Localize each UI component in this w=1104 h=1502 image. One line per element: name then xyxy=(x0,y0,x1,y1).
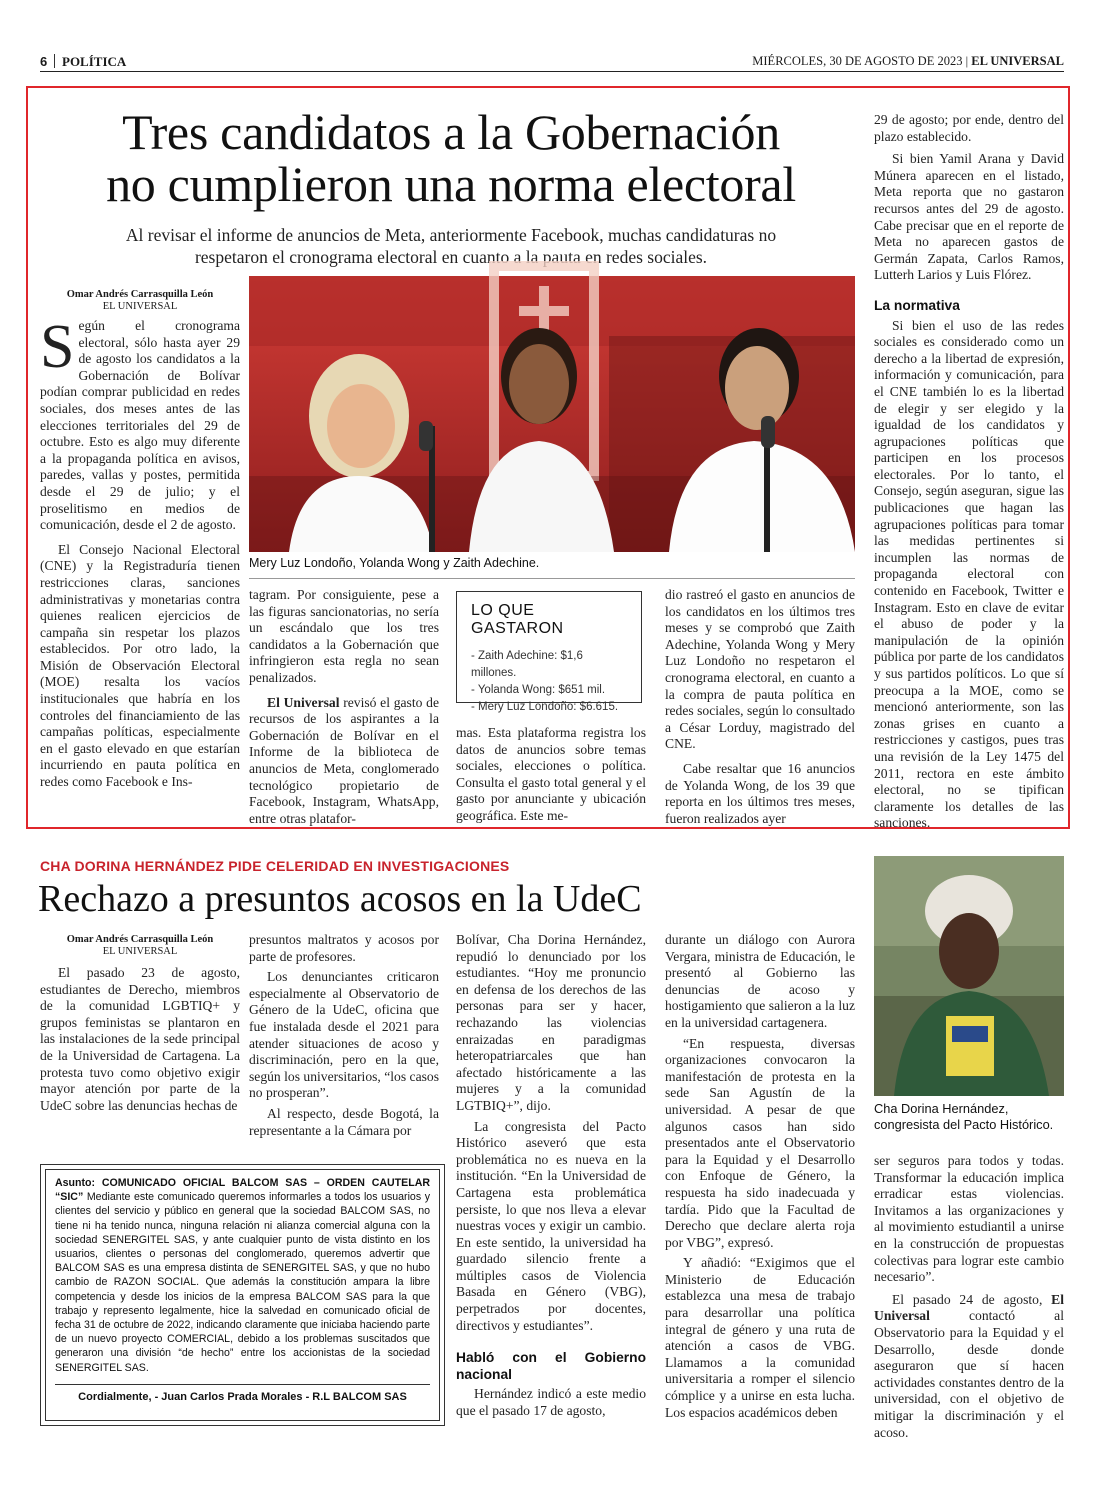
notice-asunto: COMUNICADO OFICIAL BALCOM SAS – ORDEN CAUTELAR “SIC” xyxy=(55,1177,430,1204)
paragraph: “En respuesta, diversas organizaciones convocaron la manifestación de protesta en la sede San Agustín de la universidad. A pesar de que algunos casos han sido presentados ante el Observatorio para la Equidad y el Desarrollo con Enfoque de Género, la respuesta ha sido inadecuada y tardía. Pido que la Facultad de Derecho que declare alerta roja por VBG”, expresó. xyxy=(665,1035,855,1250)
paragraph: 29 de agosto; por ende, dentro del plazo establecido. xyxy=(874,112,1064,144)
notice-closing: Cordialmente, - Juan Carlos Prada Morales - R.L BALCOM SAS xyxy=(78,1391,407,1403)
photo-illustration xyxy=(249,276,855,552)
article1-headline xyxy=(36,106,866,210)
headline-line-2: no cumplieron una norma electoral xyxy=(106,156,796,212)
spending-list xyxy=(471,648,627,716)
paragraph: La congresista del Pacto Histórico aseveró que esta problemática no es nueva en la institución. “En la Universidad de Cartagena esta problemática persiste, lo que nos lleva a elevar nuestras voces y exigir un cambio. En este sentido, la universidad ha guardado silencio frente a múltiples casos de Violencia Basada en Género (VBG), perpetrados por docentes, directivos y estudiantes”. xyxy=(456,1118,646,1333)
notice-text: Mediante este comunicado queremos informarles a todos los usuarios y clientes del servicio y público en general que la sociedad BALCOM SAS, no tiene ni ha tenido nunca, ninguna relación ni alianza comercial alguna con la sociedad SENERGITEL SAS, y ante cualquier punto de vista distinto en los usuarios, clientes o personas del conglomerado, queremos advertir que BALCOM SAS es una empresa distinta de SENERGITEL SAS, y que no hubo cambio de RAZON SOCIAL. Que además la constitución ampara la libre competencia y desde los inicios de la empresa BALCOM SAS para la que trabajo y represento legalmente, hice la salvedad en comunicado oficial de fecha 31 de octubre de 2022, indicando claramente que iniciaba haciendo parte de un nuevo proyecto COMERCIAL, debido a los problemas suscitados que generaron una división “de hecho” entre los accionistas de la sociedad SENERGITEL SAS. xyxy=(55,1191,430,1374)
legal-notice-inner xyxy=(45,1169,440,1421)
outlet-name: El Universal xyxy=(874,1291,1064,1324)
paragraph: dio rastreó el gasto en anuncios de los candidatos en los últimos tres meses y se comprobó que Zaith Adechine, Yolanda Wong y Mery Luz Londoño no respetaron el cronograma electoral, en cuanto a la compra de pauta política en redes sociales, según lo consultado a César Lorduy, magistrado del CNE. xyxy=(665,587,855,752)
byline-outlet: EL UNIVERSAL xyxy=(102,946,178,957)
article1-col2 xyxy=(249,587,439,824)
paragraph: ser seguros para todos y todas. Transformar la educación implica erradicar estas violencias. Invitamos a las organizaciones y al movimiento estudiantil a unirse en la construcción de propuestas colectivas para lograr este cambio necesario”. xyxy=(874,1153,1064,1285)
legal-notice xyxy=(40,1164,445,1426)
paragraph: mas. Esta plataforma registra los datos de anuncios sobre temas sociales, elecciones o política. Consulta el gasto total general y el gasto por anunciante y ubicación geográfica. Este me- xyxy=(456,725,646,823)
paragraph-text: revisó el gasto de recursos de los aspirantes a la Gobernación de Bolívar en el Informe de la biblioteca de anuncios de Meta, conglomerado tecnológico propietario de Facebook, Instagram, WhatsApp, entre otras platafor- xyxy=(249,694,439,826)
paragraph xyxy=(249,695,439,828)
page-header xyxy=(40,52,1064,72)
article2-col1 xyxy=(40,965,240,1135)
paragraph xyxy=(874,1292,1064,1441)
paragraph: Y añadió: “Exigimos que el Ministerio de Educación establezca una mesa de trabajo para desarrollar una política integral de género y una ruta de atención a casos de VBG. Llamamos a la comunidad universitaria a romper el silencio cómplice y a unirse en esta lucha. Los espacios académicos deben xyxy=(665,1255,855,1420)
article2-photo xyxy=(874,856,1064,1096)
byline-outlet: EL UNIVERSAL xyxy=(102,301,178,312)
article1-photo-caption: Mery Luz Londoño, Yolanda Wong y Zaith Adechine. xyxy=(249,556,540,570)
article1-col1 xyxy=(40,313,240,824)
paragraph: El Consejo Nacional Electoral (CNE) y la Registraduría tienen restricciones claras, sanciones administrativas y monetarias contra quienes realicen ejercicios de campaña sin respetar los plazos establecidos. Por otro lado, la Misión de Observación Electoral (MOE) resalta los vacíos institucionales que habría en los controles del financiamiento de las campañas políticas, especialmente en el gasto elevado en que estarían incurriendo en pauta política en redes como Facebook e Ins- xyxy=(40,541,240,790)
byline-author: Omar Andrés Carrasquilla León xyxy=(66,289,214,300)
page-number: 6 xyxy=(40,54,48,69)
paragraph-text: El pasado 24 de agosto, xyxy=(892,1291,1052,1307)
notice-asunto-label: Asunto: xyxy=(55,1177,96,1189)
spending-item: - Yolanda Wong: $651 mil. xyxy=(471,684,606,696)
paragraph: Los denunciantes criticaron especialmente al Observatorio de Género de la UdeC, oficina que fue instalada desde el 2021 para atender situaciones de acoso y discriminación, pero en la que, según los universitarios, “los casos no prosperan”. xyxy=(249,969,439,1101)
paragraph: egún el cronograma electoral, sólo hasta ayer 29 de agosto los candidatos a la Gobernación de Bolívar podían comprar publicidad en redes sociales, dos meses antes de las elecciones territoriales del 29 de octubre. Esto es algo muy diferente a la propaganda política en avisos, paredes, vallas y postes, permitida desde el 29 de julio; y el proselitismo en medios de comunicación, desde el 2 de agosto. xyxy=(40,318,240,533)
article2-headline: Rechazo a presuntos acosos en la UdeC xyxy=(38,878,642,920)
section-name: POLÍTICA xyxy=(62,54,127,69)
paragraph: Si bien el uso de las redes sociales es considerado como un derecho a la libertad de expresión, información y comunicación, para el CNE también lo es la libertad de elegir y ser elegido y la igualdad de los candidatos y agrupaciones políticas que participen en los procesos electorales. Por lo tanto, el Consejo, según aseguran, sigue las publicaciones que hagan las agrupaciones políticas para tomar las medidas pertinentes si incumplen las normas de propaganda electoral con contenido en Facebook, Twitter e Instagram. Esto en clave de evitar el abuso de poder y la manipulación de la opinión pública por parte de los candidatos y sus partidos políticos. Lo que sí preocupa a la MOE, como se mencionó anteriormente, son las zonas grises en cuanto a restricciones y castigos, pues tras una revisión de la Ley 1475 del 2011, rectora en este ámbito electoral, no se tipifican claramente los detalles de las sanciones. xyxy=(874,317,1064,831)
paragraph: Bolívar, Cha Dorina Hernández, repudió lo denunciado por los estudiantes. “Hoy me pronuncio en defensa de los derechos de las personas para ser y hacer, rechazando las violencias enraizadas en paradigmas heteropatriarcales que han afectado históricamente a las mujeres y a la comunidad LGTBIQ+”, dijo. xyxy=(456,932,646,1113)
paragraph: Hernández indicó a este medio que el pasado 17 de agosto, xyxy=(456,1386,646,1419)
notice-body xyxy=(55,1176,430,1376)
spending-item: - Zaith Adechine: $1,6 millones. xyxy=(471,650,583,679)
header-divider xyxy=(54,54,55,68)
spending-item: - Mery Luz Londoño: $6.615. xyxy=(471,701,619,713)
drop-cap: S xyxy=(40,313,75,381)
portrait-illustration xyxy=(874,856,1064,1096)
article2-col3 xyxy=(456,932,646,1427)
article1-photo xyxy=(249,276,855,552)
byline-author: Omar Andrés Carrasquilla León xyxy=(66,934,214,945)
paragraph: presuntos maltratos y acosos por parte de profesores. xyxy=(249,932,439,964)
headline-line-1: Tres candidatos a la Gobernación xyxy=(122,104,780,160)
article2-col2 xyxy=(249,932,439,1137)
paragraph: El pasado 23 de agosto, estudiantes de Derecho, miembros de la comunidad LGBTIQ+ y grupos feministas se plantaron en las instalaciones de la sede principal de la Universidad de Cartagena. La protesta tuvo como objetivo exigir mayor atención por parte de la UdeC sobre las denuncias hechas de xyxy=(40,965,240,1113)
article2-kicker: CHA DORINA HERNÁNDEZ PIDE CELERIDAD EN INVESTIGACIONES xyxy=(40,858,510,874)
spending-box-title: LO QUE GASTARON xyxy=(471,602,564,637)
article1-deck xyxy=(36,224,866,268)
caption-rule xyxy=(249,578,855,579)
header-date-wrap xyxy=(752,54,1064,69)
paragraph-text: contactó al Observatorio para la Equidad y el Desarrollo, desde donde aseguraron que sí hacen actividades constantes dentro de la universidad, con el objetivo de mitigar la discriminación y el acoso. xyxy=(874,1308,1064,1440)
article1-col3 xyxy=(456,725,646,824)
article2-photo-caption: Cha Dorina Hernández, congresista del Pacto Histórico. xyxy=(874,1101,1054,1132)
header-sep: | xyxy=(965,54,972,68)
header-date: MIÉRCOLES, 30 DE AGOSTO DE 2023 xyxy=(752,54,963,68)
paragraph: Si bien Yamil Arana y David Múnera aparecen en el listado, Meta reporta que no gastaron recursos antes del 29 de agosto. Cabe precisar que en el reporte de Meta no aparecen gastos de Germán Zapata, Carlos Ramos, Lutterh Larios y Luis Flórez. xyxy=(874,151,1064,283)
paragraph: tagram. Por consiguiente, pese a las figuras sancionatorias, no sería un escándalo que los tres candidatos a la Gobernación que infringieron esta regla no sean penalizados. xyxy=(249,587,439,685)
article2-byline xyxy=(40,934,240,958)
notice-divider xyxy=(55,1384,430,1385)
outlet-name: El Universal xyxy=(267,694,340,710)
paragraph: Cabe resaltar que 16 anuncios de Yolanda Wong, de los 39 que reporta en los últimos tres meses, fueron realizados ayer xyxy=(665,760,855,826)
deck-line-1: Al revisar el informe de anuncios de Meta, anteriormente Facebook, muchas candidaturas no xyxy=(125,225,777,245)
article1-byline xyxy=(40,289,240,313)
subhead-gobierno: Habló con el Gobierno nacional xyxy=(456,1350,646,1382)
article1-col5 xyxy=(874,112,1064,831)
publication-name: EL UNIVERSAL xyxy=(971,54,1064,68)
paragraph: Al respecto, desde Bogotá, la representante a la Cámara por xyxy=(249,1105,439,1138)
article2-col4 xyxy=(665,932,855,1427)
article1-col4 xyxy=(665,587,855,824)
paragraph: durante un diálogo con Aurora Vergara, ministra de Educación, le presentó al Gobierno las denuncias de acoso y hostigamiento que salieron a la luz en la universidad cartagenera. xyxy=(665,932,855,1030)
spending-box xyxy=(456,591,642,713)
article2-col5 xyxy=(874,1153,1064,1440)
deck-line-2: respetaron el cronograma electoral en cuanto a la pauta en redes sociales. xyxy=(194,247,708,267)
subhead-la-normativa: La normativa xyxy=(874,297,960,313)
